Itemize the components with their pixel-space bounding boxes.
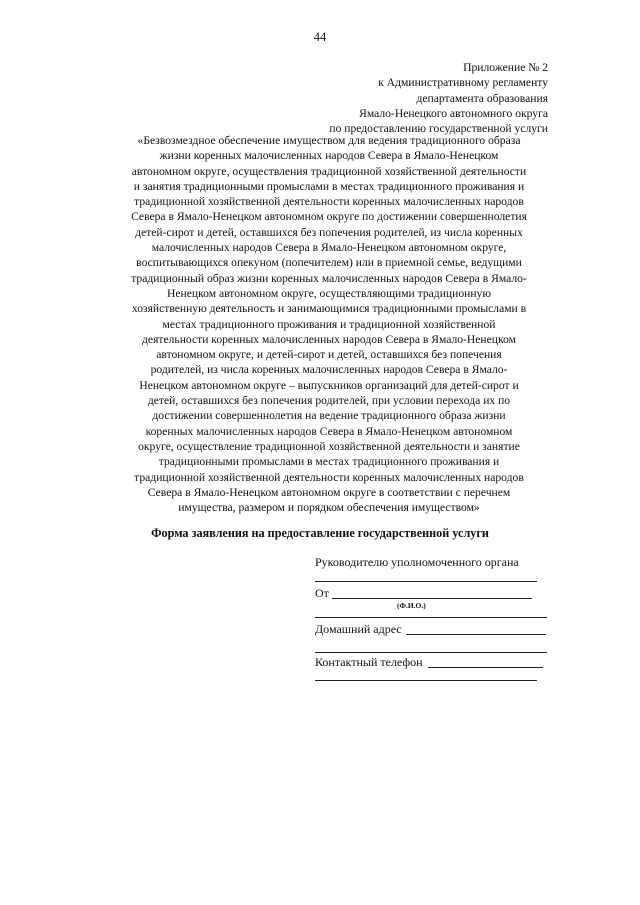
from-name-field[interactable]	[332, 598, 532, 599]
service-title-line: автономном округе, осуществления традиционной хозяйственной деятельности	[131, 164, 527, 178]
service-title-line: детей, оставшихся без попечения родителей, при условии перехода их по	[147, 394, 511, 408]
service-title-line: имущества, размером и порядком обеспечения имуществом»	[178, 501, 480, 515]
fio-hint: (Ф.И.О.)	[397, 601, 426, 610]
appendix-line: департамента образования	[416, 91, 548, 105]
service-title-line: традиционный образ жизни коренных малочисленных народов Севера в Ямало-	[131, 271, 527, 285]
form-title: Форма заявления на предоставление государственной услуги	[151, 526, 489, 540]
contact-phone-label: Контактный телефон	[315, 655, 423, 669]
appendix-line: к Административному регламенту	[378, 76, 548, 90]
appendix-header	[110, 60, 548, 136]
home-address-field-line2[interactable]	[315, 652, 547, 653]
service-title-line: и занятия традиционными промыслами в местах традиционного проживания и	[133, 179, 525, 193]
service-title-line: традиционной хозяйственной деятельности коренных малочисленных народов	[134, 195, 524, 209]
from-name-field-line2[interactable]	[315, 617, 547, 618]
service-title-line: хозяйственную деятельность и занимающимися традиционными промыслами в	[131, 302, 527, 316]
contact-phone-field-line2[interactable]	[315, 680, 537, 681]
service-title-line: традиционными промыслами в местах традиционного проживания и	[158, 455, 500, 469]
service-title-line: коренных малочисленных народов Севера в Ямало-Ненецком автономном	[145, 424, 513, 438]
appendix-line: по предоставлению государственной услуги	[329, 122, 548, 136]
service-title-line: округе, осуществление традиционной хозяйственной деятельности и занятие	[138, 439, 520, 453]
service-title-line: жизни коренных малочисленных народов Севера в Ямало-Ненецком	[159, 149, 499, 163]
service-title-line: Севера в Ямало-Ненецком автономном округе в соответствии с перечнем	[147, 485, 511, 499]
appendix-line: Приложение № 2	[463, 61, 548, 74]
service-title-line: автономном округе, и детей-сирот и детей, оставшихся без попечения	[156, 348, 502, 362]
service-title-line: традиционной хозяйственной деятельности коренных малочисленных народов	[134, 470, 524, 484]
service-title-line: местах традиционного проживания и традиционной хозяйственной	[162, 317, 496, 331]
service-title-line: родителей, из числа коренных малочисленных народов Севера в Ямало-	[150, 363, 508, 377]
service-title-line: «Безвозмездное обеспечение имуществом для ведения традиционного образа	[137, 134, 521, 147]
service-title	[110, 133, 548, 515]
contact-phone-field[interactable]	[428, 667, 543, 668]
service-title-line: малочисленных народов Севера в Ямало-Ненецком автономном округе,	[151, 241, 507, 255]
appendix-line: Ямало-Ненецкого автономного округа	[359, 106, 548, 120]
service-title-line: деятельности коренных малочисленных народов Севера в Ямало-Ненецком	[142, 332, 516, 346]
from-label: От	[315, 586, 329, 600]
service-title-line: Ненецком автономном округе, осуществляющими традиционную	[167, 286, 491, 300]
service-title-line: Ненецком автономном округе – выпускников организаций для детей-сирот и	[139, 378, 519, 392]
service-title-line: достижении совершеннолетия на ведение традиционного образа жизни	[152, 409, 506, 423]
addressee-label: Руководителю уполномоченного органа	[315, 555, 519, 569]
addressee-blank-line[interactable]	[315, 581, 537, 582]
service-title-line: Севера в Ямало-Ненецком автономном округе по достижении совершеннолетия	[131, 210, 527, 224]
service-title-line: воспитывающихся опекуном (попечителем) или в приемной семье, ведущими	[136, 256, 522, 270]
service-title-line: детей-сирот и детей, оставшихся без попечения родителей, из числа коренных	[135, 225, 523, 239]
home-address-label: Домашний адрес	[315, 622, 402, 636]
home-address-field[interactable]	[406, 634, 546, 635]
page-number: 44	[313, 30, 327, 44]
